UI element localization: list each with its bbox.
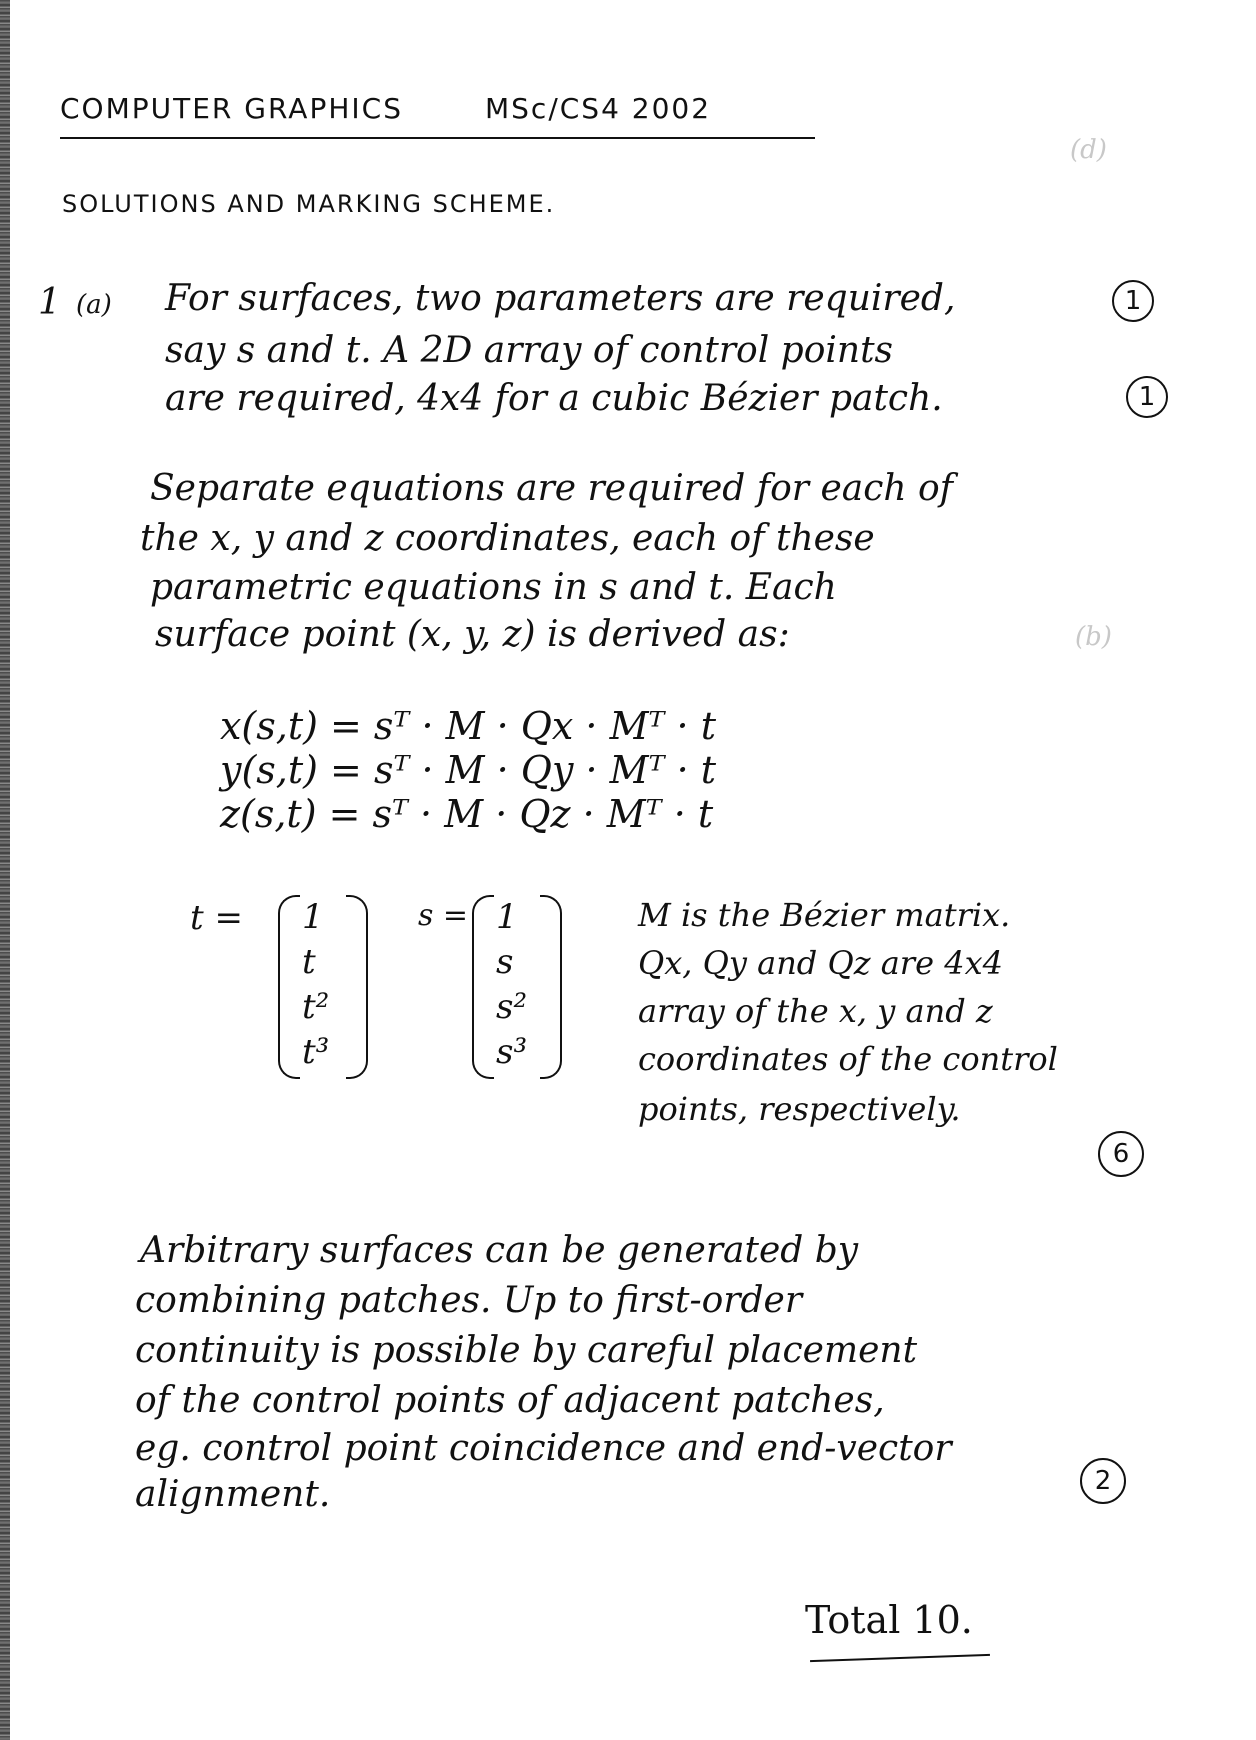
paragraph-line: of the control points of adjacent patches,: [135, 1380, 885, 1421]
mark-circle: 6: [1098, 1131, 1144, 1177]
explain-line: coordinates of the control: [638, 1040, 1058, 1078]
paragraph-line: alignment.: [135, 1474, 331, 1515]
vector-entry: 1: [302, 897, 324, 937]
course-title: COMPUTER GRAPHICS: [60, 92, 403, 125]
vector-s: [472, 895, 562, 1075]
question-number: 1: [38, 282, 61, 323]
vector-t-label: t =: [190, 898, 243, 938]
course-code: MSc/CS4 2002: [485, 92, 712, 125]
vector-entry: 1: [496, 897, 518, 937]
paragraph-line: Arbitrary surfaces can be generated by: [140, 1230, 859, 1271]
bracket-left: [278, 895, 300, 1079]
mark-circle: 1: [1126, 376, 1168, 418]
intro-line: For surfaces, two parameters are required,: [165, 278, 956, 319]
vector-entry: s: [496, 942, 514, 982]
paragraph-line: the x, y and z coordinates, each of these: [140, 518, 875, 559]
bracket-left: [472, 895, 494, 1079]
total-underline: [810, 1654, 990, 1662]
paragraph-line: parametric equations in s and t. Each: [150, 567, 837, 608]
paragraph-line: combining patches. Up to first-order: [135, 1280, 803, 1321]
vector-entry: t²: [302, 987, 330, 1027]
document-subtitle: SOLUTIONS AND MARKING SCHEME.: [62, 190, 556, 218]
title-underline: [60, 137, 815, 139]
intro-line: are required, 4x4 for a cubic Bézier patch.: [165, 378, 943, 419]
explain-line: M is the Bézier matrix.: [638, 896, 1011, 934]
bracket-right: [540, 895, 562, 1079]
vector-t: [278, 895, 368, 1075]
explain-line: points, respectively.: [638, 1090, 961, 1128]
intro-line: say s and t. A 2D array of control points: [165, 330, 894, 371]
paragraph-line: Separate equations are required for each of: [150, 468, 954, 509]
paragraph-line: continuity is possible by careful placement: [135, 1330, 918, 1371]
question-part: (a): [76, 290, 112, 320]
total-score: Total 10.: [805, 1598, 973, 1642]
bracket-right: [346, 895, 368, 1079]
bleed-through-text: (b): [1075, 622, 1112, 652]
bleed-through-text: (d): [1070, 135, 1107, 165]
vector-entry: s²: [496, 987, 528, 1027]
equation-x: x(s,t) = sᵀ · M · Qx · Mᵀ · t: [220, 704, 716, 748]
vector-entry: t³: [302, 1032, 330, 1072]
mark-circle: 1: [1112, 280, 1154, 322]
paragraph-line: eg. control point coincidence and end-vector: [135, 1428, 952, 1469]
scan-edge: [0, 0, 10, 1740]
paragraph-line: surface point (x, y, z) is derived as:: [155, 614, 790, 655]
mark-circle: 2: [1080, 1458, 1126, 1504]
equation-z: z(s,t) = sᵀ · M · Qz · Mᵀ · t: [220, 792, 714, 836]
equation-y: y(s,t) = sᵀ · M · Qy · Mᵀ · t: [220, 748, 717, 792]
explain-line: Qx, Qy and Qz are 4x4: [638, 944, 1003, 982]
vector-entry: t: [302, 942, 316, 982]
vector-entry: s³: [496, 1032, 528, 1072]
explain-line: array of the x, y and z: [638, 992, 993, 1030]
vector-s-label: s =: [418, 898, 469, 933]
